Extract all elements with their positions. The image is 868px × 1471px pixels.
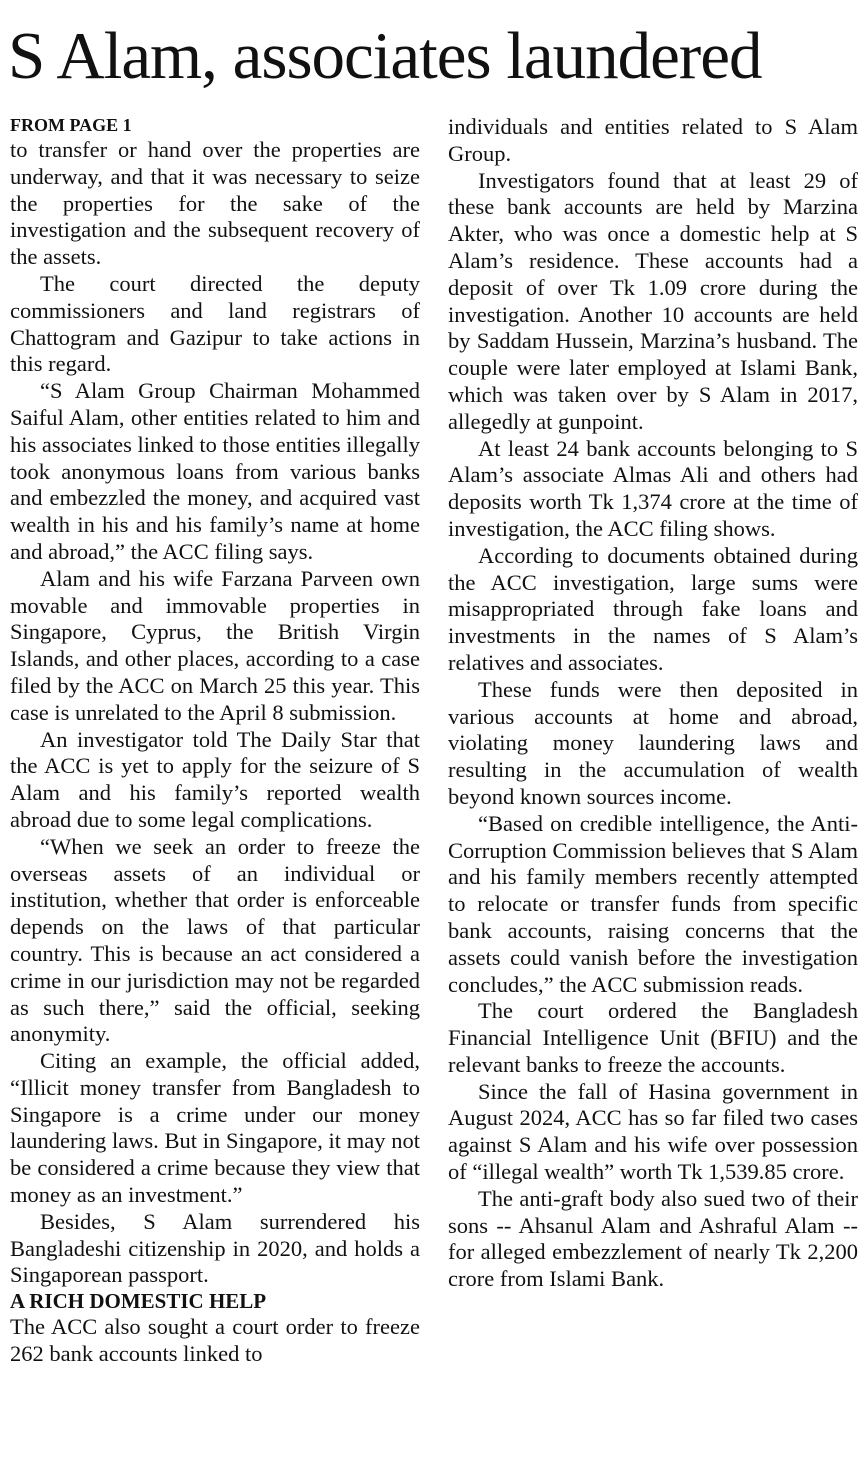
- paragraph: The court directed the deputy commissioners and land registrars of Chattogram and Gazipur to take actions in this regard.: [10, 270, 420, 377]
- paragraph: An investigator told The Daily Star that the ACC is yet to apply for the seizure of S Alam and his family’s reported wealth abroad due to some legal complications.: [10, 726, 420, 832]
- section-subhead: A RICH DOMESTIC HELP: [10, 1289, 267, 1314]
- paragraph: “S Alam Group Chairman Mohammed Saiful Alam, other entities related to him and his associates linked to those entities illegally took anonymous loans from various banks and embezzled the money, and acquired vast wealth in his and his family’s name at home and abroad,” the ACC filing says.: [10, 378, 420, 564]
- paragraph: to transfer or hand over the properties are underway, and that it was necessary to seize the properties for the sake of the investigation and the subsequent recovery of the assets.: [10, 137, 420, 270]
- article-column-left: [10, 113, 420, 1368]
- paragraph: Citing an example, the official added, “Illicit money transfer from Bangladesh to Singapore is a crime under our money laundering laws. But in Singapore, it may not be considered a crime because they view that money as an investment.”: [10, 1048, 420, 1208]
- continuation-kicker: FROM PAGE 1: [10, 115, 132, 135]
- paragraph: Alam and his wife Farzana Parveen own movable and immovable properties in Singapore, Cyprus, the British Virgin Islands, and other places, according to a case filed by the ACC on March 25 this year. This case is unrelated to the April 8 submission.: [10, 565, 420, 725]
- paragraph: Investigators found that at least 29 of these bank accounts are held by Marzina Akter, who was once a domestic help at S Alam’s residence. These accounts had a deposit of over Tk 1.09 crore during the investigation. Another 10 accounts are held by Saddam Hussein, Marzina’s husband. The couple were later employed at Islami Bank, which was taken over by S Alam in 2017, allegedly at gunpoint.: [448, 167, 858, 434]
- paragraph: According to documents obtained during the ACC investigation, large sums were misappropriated through fake loans and investments in the names of S Alam’s relatives and associates.: [448, 542, 858, 675]
- paragraph: At least 24 bank accounts belonging to S Alam’s associate Almas Ali and others had deposits worth Tk 1,374 crore at the time of investigation, the ACC filing shows.: [448, 435, 858, 541]
- paragraph: “When we seek an order to freeze the overseas assets of an individual or institution, whether that order is enforceable depends on the laws of that particular country. This is because an act considered a crime in our jurisdiction may not be regarded as such there,” said the official, seeking anonymity.: [10, 833, 420, 1047]
- headline: S Alam, associates laundered: [8, 19, 762, 93]
- paragraph: individuals and entities related to S Alam Group.: [448, 114, 858, 166]
- paragraph: The anti-graft body also sued two of their sons -- Ahsanul Alam and Ashraful Alam -- for alleged embezzlement of nearly Tk 2,200 crore from Islami Bank.: [448, 1185, 858, 1292]
- paragraph: Since the fall of Hasina government in August 2024, ACC has so far filed two cases against S Alam and his wife over possession of “illegal wealth” worth Tk 1,539.85 crore.: [448, 1078, 858, 1185]
- paragraph: These funds were then deposited in various accounts at home and abroad, violating money laundering laws and resulting in the accumulation of wealth beyond known sources income.: [448, 676, 858, 809]
- article-column-right: [448, 114, 858, 1293]
- paragraph: The court ordered the Bangladesh Financial Intelligence Unit (BFIU) and the relevant banks to freeze the accounts.: [448, 998, 858, 1077]
- paragraph: “Based on credible intelligence, the Anti-Corruption Commission believes that S Alam and his family members recently attempted to relocate or transfer funds from specific bank accounts, raising concerns that the assets could vanish before the investigation concludes,” the ACC submission reads.: [448, 810, 858, 997]
- paragraph: Besides, S Alam surrendered his Bangladeshi citizenship in 2020, and holds a Singaporean passport.: [10, 1208, 420, 1288]
- paragraph: The ACC also sought a court order to freeze 262 bank accounts linked to: [10, 1314, 420, 1367]
